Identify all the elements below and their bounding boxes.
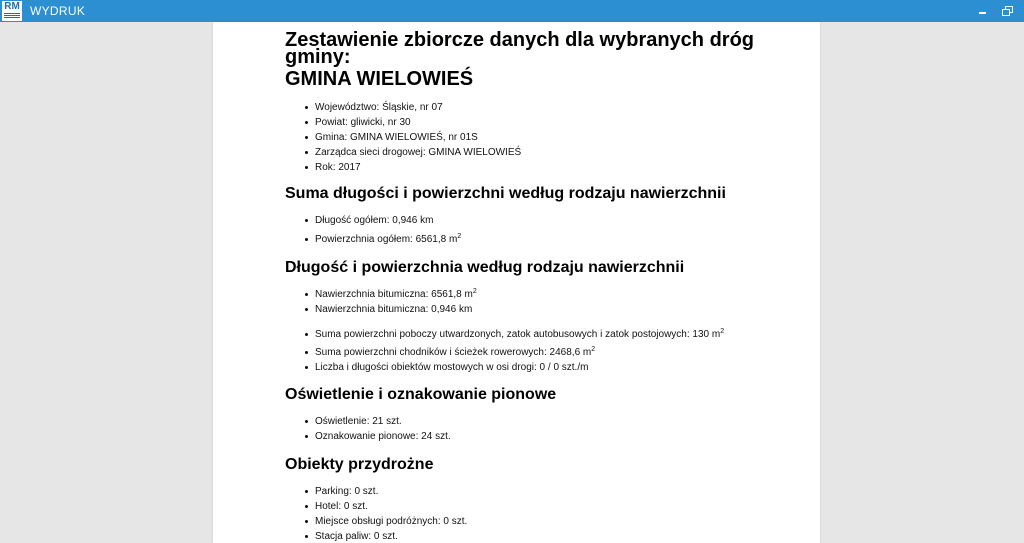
- section-heading: Suma długości i powierzchni według rodzaju nawierzchnii: [285, 185, 726, 202]
- info-item: Powiat: gliwicki, nr 30: [315, 115, 805, 130]
- restore-icon-front: [1002, 9, 1010, 16]
- logo-lines-icon: [4, 13, 20, 19]
- section2-list-a: [285, 287, 805, 317]
- report-content: [285, 29, 805, 543]
- list-item: Długość ogółem: 0,946 km: [315, 213, 805, 228]
- list-item: Hotel: 0 szt.: [315, 499, 805, 514]
- info-item: Gmina: GMINA WIELOWIEŚ, nr 01S: [315, 130, 805, 145]
- info-item: Rok: 2017: [315, 160, 805, 175]
- list-item: Miejsce obsługi podróżnych: 0 szt.: [315, 514, 805, 529]
- list-item: Powierzchnia ogółem: 6561,8 $m^2$: [315, 232, 805, 247]
- info-item: Województwo: Śląskie, nr 07: [315, 100, 805, 115]
- list-item: Oświetlenie: 21 szt.: [315, 414, 805, 429]
- window-title: WYDRUK: [30, 4, 86, 18]
- list-item: Suma powierzchni poboczy utwardzonych, zatok autobusowych i zatok postojowych: 130 $m^2$: [315, 327, 805, 342]
- app-logo-text: RM: [4, 1, 20, 12]
- minimize-icon: [979, 12, 986, 14]
- section4-list: [285, 484, 805, 543]
- list-item: Oznakowanie pionowe: 24 szt.: [315, 429, 805, 444]
- restore-button[interactable]: [1000, 3, 1014, 17]
- section3-list: [285, 414, 805, 444]
- section-heading: Obiekty przydrożne: [285, 456, 434, 473]
- info-list: [285, 100, 805, 175]
- list-item: Nawierzchnia bitumiczna: 6561,8 $m^2$: [315, 287, 805, 302]
- section1-list: [285, 213, 805, 247]
- title-bar: [0, 0, 1024, 22]
- list-item: Nawierzchnia bitumiczna: 0,946 km: [315, 302, 805, 317]
- report-title: Zestawienie zbiorcze danych dla wybranych dróg gminy:: [285, 29, 755, 68]
- app-logo: [2, 1, 22, 21]
- section2-list-b: [285, 327, 805, 375]
- section-heading: Oświetlenie i oznakowanie pionowe: [285, 386, 557, 403]
- minimize-button[interactable]: [976, 3, 990, 17]
- report-page[interactable]: [213, 22, 820, 543]
- report-subtitle: GMINA WIELOWIEŚ: [285, 68, 474, 90]
- list-item: Liczba i długości obiektów mostowych w osi drogi: 0 / 0 szt./m: [315, 360, 805, 375]
- list-item: Stacja paliw: 0 szt.: [315, 529, 805, 543]
- list-item: Parking: 0 szt.: [315, 484, 805, 499]
- info-item: Zarządca sieci drogowej: GMINA WIELOWIEŚ: [315, 145, 805, 160]
- section-heading: Długość i powierzchnia według rodzaju nawierzchnii: [285, 259, 685, 276]
- list-item: Suma powierzchni chodników i ścieżek rowerowych: 2468,6 $m^2$: [315, 345, 805, 360]
